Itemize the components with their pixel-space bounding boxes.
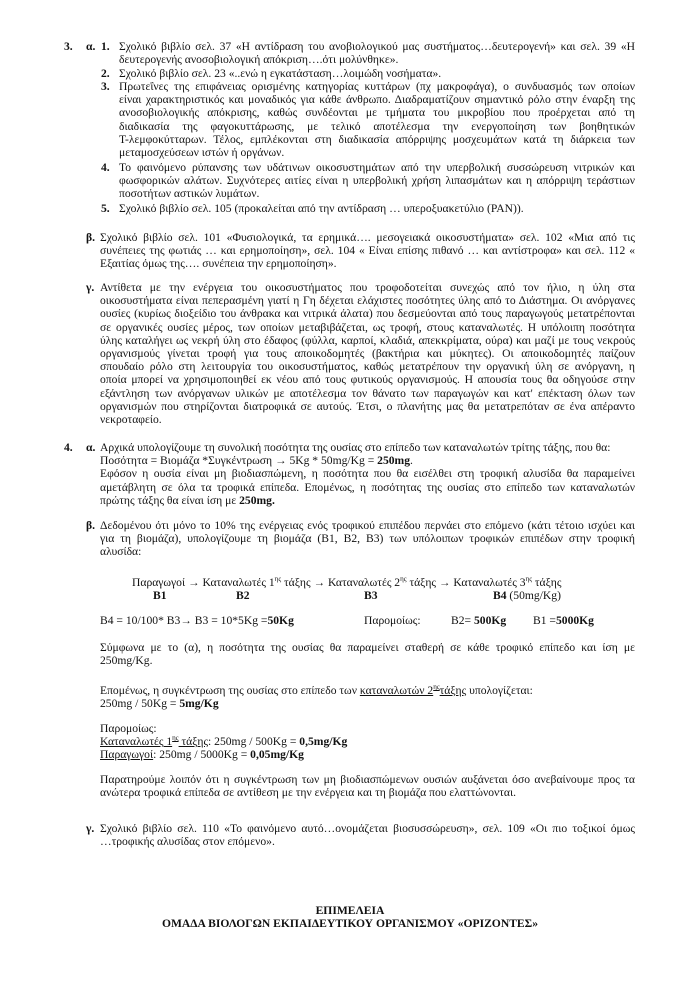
text-line: Σχολικό βιβλίο σελ. 101 «Φυσιολογικά, τα ερημικά…. μεσογειακά οικοσυστήματα» σελ. 102 «Μια από τις [100, 231, 635, 244]
answer-4b-intro [100, 519, 635, 559]
ordinal-sup: ης [525, 575, 532, 583]
calc-result: 0,05mg/Kg [250, 748, 304, 762]
question-3a-label: α. [86, 40, 96, 53]
text-line: Σχολικό βιβλίο σελ. 105 (προκαλείται από την αντίδραση … υπεροξυακετύλιο (PAN)). [119, 202, 524, 215]
calc-text: 250mg / 50Kg = [100, 697, 180, 711]
text-span: υπολογίζεται: [466, 684, 533, 697]
calc-result: 5000Kg [555, 614, 594, 627]
text-line: Αντίθετα με την ενέργεια του οικοσυστήματος που τροφοδοτείται συνεχώς από τον ήλιο, η ύλη στα [100, 281, 635, 294]
text-line: οργανισμών που στηρίζονται διατροφικά σε αυτούς. Έτσι, ο πλανήτης μας θα μετατρεπόταν σε ένα απέραντο [100, 399, 635, 413]
text-line: ανώτερα τροφικά επίπεδα σε αντίθεση με την ενέργεια και τη βιομάζα που ελαττώνονται. [100, 786, 516, 800]
formula-line [100, 748, 635, 761]
question-4-number: 4. [64, 441, 73, 454]
item-number: 1. [101, 40, 110, 53]
text-line [100, 494, 635, 507]
item-number: 4. [101, 161, 110, 174]
question-4b-label: β. [86, 519, 96, 532]
biomass-b4-value: (50mg/Kg) [506, 589, 561, 602]
text-line: Σχολικό βιβλίο σελ. 110 «Το φαινόμενο αυτό…ονομάζεται βιοσυσσώρευση», σελ. 109 «Οι πιο τοξικοί όμως [100, 822, 635, 835]
ordinal-sup: ης [433, 683, 440, 691]
text-line: αμετάβλητη σε όλα τα τροφικά επίπεδα. Επομένως, η ποσότητας της ουσίας στο επίπεδο των καταναλωτών [100, 480, 635, 494]
text-line: φωσφορικών αλάτων. Συχνότερες αιτίες είναι η υπερβολική χρήση λιπασμάτων και η απόρριψη τεράστιων [119, 174, 635, 188]
text-span: πρώτης τάξης θα είναι ίση με [100, 493, 240, 507]
text-line: δευτερογενής ανοσοβιολογική απόκριση….ότι μολύνθηκε». [119, 53, 399, 67]
text-line: συνέπειες της φωτιάς … και ερημοποίηση», σελ. 104 « Είναι επίσης πιθανό … και αντίστροφα» και σελ. 112 « [100, 244, 635, 258]
text-line: νεκροταφείο. [100, 413, 162, 427]
text-line: Δεδομένου ότι μόνο το 10% της ενέργειας ενός τροφικού επιπέδου περνάει στο επόμενο (κάτι τέτοιο ισχύει και [100, 519, 635, 532]
question-3b-label: β. [86, 231, 96, 244]
text-line: Παρατηρούμε λοιπόν ότι η συγκέντρωση των μη βιοδιασπώμενων ουσιών αυξάνεται όσο ανεβαίνουμε προς τα [100, 773, 635, 786]
underlined-term: Παραγωγοί [100, 748, 154, 762]
item-3a-4 [119, 161, 635, 201]
item-3a-5 [119, 202, 635, 215]
item-number: 5. [101, 202, 110, 215]
biomass-b4-label: Β4 [493, 589, 507, 602]
consumers-3-label: Καταναλωτές 3 [453, 576, 526, 589]
text-line: σε οργανικές ουσίες μέρος, των οποίων μεταβιβάζεται, ως τροφή, στους καταναλωτές. Η υπόλοιπη ποσότητα [100, 320, 635, 334]
question-3-number: 3. [64, 40, 73, 53]
biomass-calc [100, 614, 294, 627]
similarly-block [100, 722, 635, 762]
text-line: εξάντληση των ανόργανων υλικών με αποτέλεσμα τον θάνατο των παραγωγών και κατ' επέκταση όλων των [100, 386, 635, 400]
consumers-2-label: Καταναλωτές 2 [327, 576, 401, 589]
underlined-term: Καταναλωτές 1 [100, 735, 173, 749]
ordinal-sup: ης [400, 575, 407, 583]
text-line: Το φαινόμενο ρύπανσης των υδάτινων οικοσυστημάτων από την υπερβολική συσσώρευση νιτρικών και [119, 161, 635, 174]
text-line: Σύμφωνα με το (α), η ποσότητα της ουσίας θα παραμείνει σταθερή σε κάθε τροφικό επίπεδο και ίση με [100, 641, 635, 654]
formula-line [100, 697, 635, 710]
item-3a-3 [119, 80, 635, 159]
formula-line [100, 735, 635, 748]
footer-organization: ΟΜΑΔΑ ΒΙΟΛΟΓΩΝ ΕΚΠΑΙΔΕΥΤΙΚΟΥ ΟΡΓΑΝΙΣΜΟΥ «ΟΡΙΖΟΝΤΕΣ» [161, 917, 539, 930]
footer-title: ΕΠΙΜΕΛΕΙΑ [315, 904, 385, 917]
ordinal-sup: ης [172, 734, 179, 743]
concentration-paragraph [100, 684, 635, 710]
observation-paragraph [100, 773, 635, 799]
text-line: ύλης καταλήγει ως νεκρή ύλη στο έδαφος (φύλλα, καρποί, κλαδιά, απεκκρίματα, ούρα) και μαζί με τους νεκρούς [100, 333, 635, 347]
underlined-term: καταναλωτών 2 [359, 684, 434, 697]
text-line: είναι χαρακτηριστικός και μοναδικός για κάθε άνθρωπο. Διαδραματίζουν σημαντικό ρόλο στην έναρξη της [119, 93, 635, 107]
text-line: διαδικασία της φαγοκυττάρωσης, με τελικό αποτέλεσμα την ενεργοποίηση των βοηθητικών [119, 119, 635, 133]
calc-result: 5mg/Kg [179, 697, 219, 711]
similarly-label: Παρομοίως: [100, 722, 157, 735]
biomass-b4 [493, 589, 561, 602]
answer-4c [100, 822, 635, 848]
question-3c-label: γ. [86, 281, 95, 294]
underlined-term: τάξης [178, 735, 209, 749]
text-line: Αρχικά υπολογίζουμε τη συνολική ποσότητα της ουσίας στο επίπεδο των καταναλωτών τρίτης τάξης, που θα: [100, 441, 611, 454]
text-line: Σχολικό βιβλίο σελ. 37 «Η αντίδραση του ανοβιολογικού μας συστήματος…δευτερογενή» και σελ. 39 «Η [119, 40, 635, 53]
text-span: Επομένως, η συγκέντρωση της ουσίας στο επίπεδο των [100, 684, 360, 697]
result-value: 250mg. [239, 493, 275, 507]
calc-result: 0,5mg/Kg [299, 735, 348, 749]
formula-text: Ποσότητα = Βιομάζα *Συγκέντρωση → 5Kg * 50mg/Kg = [100, 454, 378, 468]
b1-value [533, 614, 594, 627]
calc-text: Β2= [451, 614, 474, 627]
formula-line [100, 454, 635, 467]
food-chain [132, 576, 561, 589]
item-3a-1 [119, 40, 635, 66]
formula-text: . [410, 454, 413, 468]
text-line: Σχολικό βιβλίο σελ. 23 «..ενώ η εγκατάσταση…λοιμώδη νοσήματα». [119, 67, 442, 80]
question-4a-label: α. [86, 441, 96, 454]
answer-3b [100, 231, 635, 271]
order-label: τάξης [532, 576, 562, 589]
answer-3c [100, 281, 635, 426]
order-label: τάξης [406, 576, 437, 589]
calc-result: 500Kg [473, 614, 507, 627]
item-3a-2 [119, 67, 635, 80]
text-line: οποία μπορεί να χρησιμοποιηθεί εκ νέου από τους φυτικούς οργανισμούς. Η απουσία τους θα οδηγούσε στην [100, 373, 635, 387]
arrow-icon: → [438, 576, 451, 589]
formula-result: 250mg [377, 454, 410, 468]
item-number: 2. [101, 67, 110, 80]
ordinal-sup: ης [274, 575, 282, 583]
answer-4a [100, 441, 635, 507]
item-number: 3. [101, 80, 110, 93]
text-line: για τη βιομάζα), υπολογίζουμε τη βιομάζα (Β1, Β2, Β3) των υπόλοιπων τροφικών επιπέδων στην τροφική [100, 532, 635, 546]
constant-amount-paragraph [100, 641, 635, 667]
text-line: οικοσυστήματα είναι πεπερασμένη γιατί η Γη δέχεται ελάχιστες ποσότητες ύλης από το Διάστημα. Οι ανόργανες [100, 294, 635, 308]
calc-text: Β4 = 10/100* Β3→ Β3 = 10*5Kg = [100, 614, 268, 627]
text-line: Τ-λεμφοκύτταρων. Τέλος, εμπλέκονται στη διαδικασία απόρριψης μοσχευμάτων κατά τη διάρκεια των [119, 132, 635, 146]
calc-text: : 250mg / 500Kg = [208, 735, 300, 749]
biomass-b2-label: Β2 [236, 589, 250, 602]
underlined-term: τάξης [439, 684, 467, 697]
arrow-icon: → [313, 576, 326, 589]
text-line: αλυσίδα: [100, 545, 142, 559]
similarly-label: Παρομοίως: [364, 614, 421, 627]
text-line [100, 684, 635, 697]
text-line: …τροφικής αλυσίδας στον επόμενο». [100, 835, 275, 849]
text-line: Εξαιτίας όμως της…. συνέπεια την ερημοποίηση». [100, 257, 337, 271]
question-4c-label: γ. [86, 822, 95, 835]
text-line: 250mg/Kg. [100, 654, 153, 668]
text-line: οργανισμούς γίνεται τροφή για τους αποικοδομητές (βακτήρια και μύκητες). Οι αποικοδομητές παίζουν [100, 347, 635, 361]
calc-result: 50Kg [267, 614, 294, 627]
text-line: ανοσοβιολογικής απόκρισης, καθώς συνδέονται με τμήματα του μικροβίου που προέρχεται από τη [119, 106, 635, 120]
text-line: μεταμοσχεύσεων ιστών ή οργάνων. [119, 146, 285, 160]
biomass-b3-label: Β3 [364, 589, 378, 602]
text-line: Εφόσον η ουσία είναι μη βιοδιασπώμενη, η ποσότητα που θα εισέλθει στη τροφική αλυσίδα θα παραμείνει [100, 467, 635, 481]
biomass-b1-label: Β1 [153, 589, 167, 602]
order-label: τάξης [281, 576, 311, 589]
calc-text: : 250mg / 5000Kg = [153, 748, 251, 762]
text-line: Πρωτεΐνες της επιφάνειας ορισμένης κατηγορίας κυττάρων (πχ μακροφάγα), ο συνδυασμός των οποίων [119, 80, 635, 93]
text-line: ουσίες (κυρίως διοξείδιο του άνθρακα και νιτρικά άλατα) που δεσμεύονται από τους παραγωγούς μετατρέπονται [100, 307, 635, 321]
arrow-icon: → [188, 576, 200, 589]
consumers-1-label: Καταναλωτές 1 [202, 576, 275, 589]
producers-label: Παραγωγοί [132, 576, 186, 589]
b2-value [451, 614, 506, 627]
text-line: σπουδαίο ρόλο στη λειτουργία του οικοσυστήματος, καθώς μετατρέπουν την οργανική ύλη σε ανόργανη, η [100, 360, 635, 374]
calc-text: Β1 = [533, 614, 556, 627]
text-line: ποσοτήτων αστικών λυμάτων. [119, 187, 260, 201]
